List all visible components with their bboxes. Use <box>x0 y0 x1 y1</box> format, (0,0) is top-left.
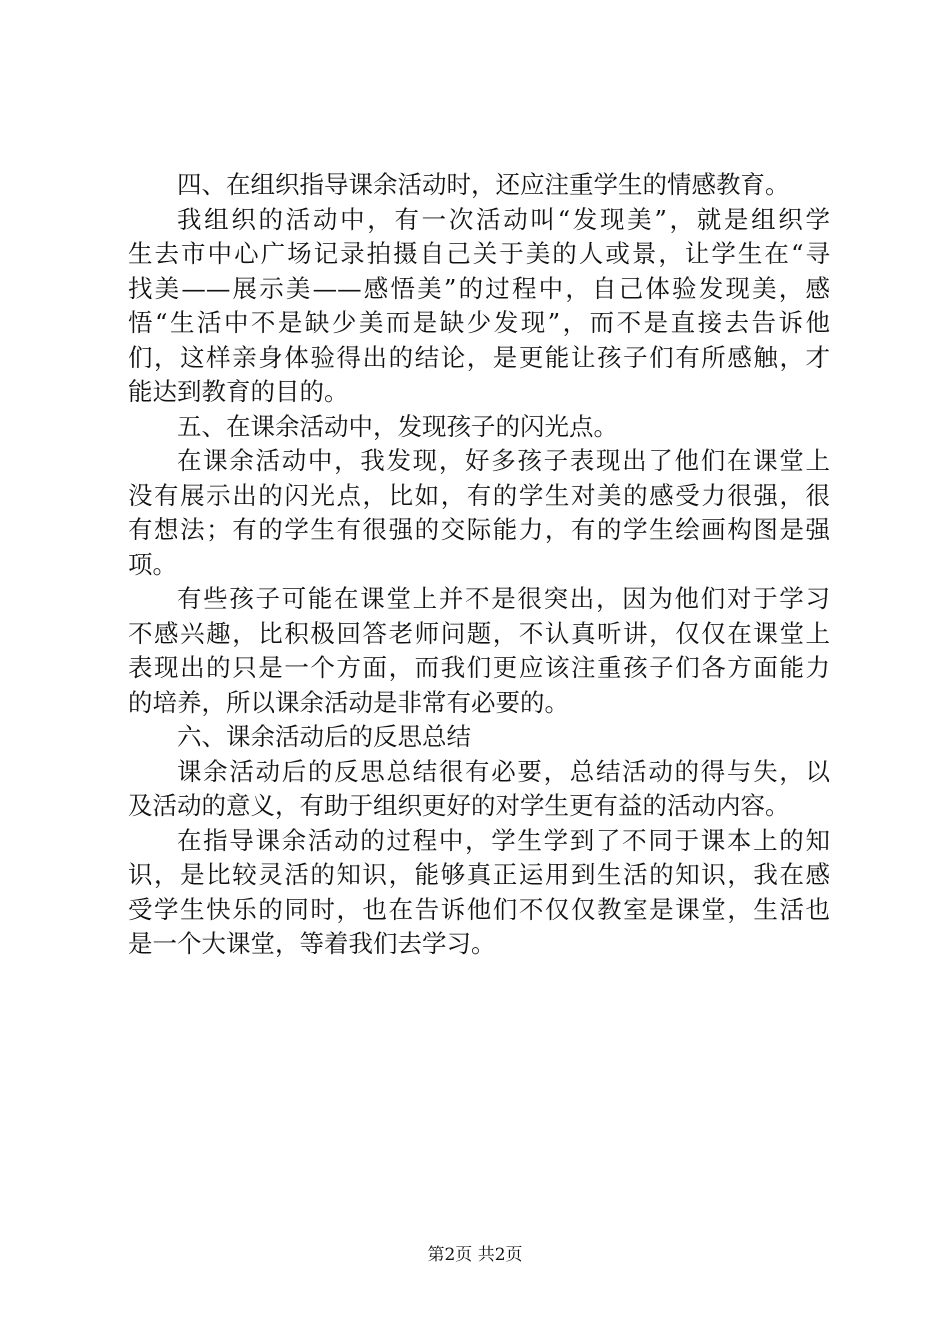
text-line: 六、课余活动后的反思总结 <box>177 722 471 751</box>
text-line: 的培养，所以课余活动是非常有必要的。 <box>128 687 569 717</box>
heading-section-four <box>128 168 830 203</box>
paragraph-conclusion <box>128 824 830 962</box>
heading-section-six <box>128 720 830 755</box>
text-line: 表现出的只是一个方面，而我们更应该注重孩子们各方面能力 <box>128 653 830 682</box>
text-line: 在课余活动中，我发现，好多孩子表现出了他们在课堂上 <box>177 446 830 475</box>
document-body <box>128 168 830 962</box>
text-line: 悟“生活中不是缺少美而是缺少发现”，而不是直接去告诉他 <box>128 308 830 337</box>
paragraph-all-round-ability <box>128 582 830 720</box>
text-line: 能达到教育的目的。 <box>128 377 349 406</box>
text-line: 我组织的活动中，有一次活动叫“发现美”，就是组织学 <box>177 204 830 234</box>
text-line: 找美——展示美——感悟美”的过程中，自己体验发现美，感 <box>128 273 830 303</box>
paragraph-bright-spots <box>128 444 830 582</box>
text-line: 在指导课余活动的过程中，学生学到了不同于课本上的知 <box>177 825 830 855</box>
text-line: 没有展示出的闪光点，比如，有的学生对美的感受力很强，很 <box>128 480 830 510</box>
heading-section-five <box>128 410 830 445</box>
text-line: 识，是比较灵活的知识，能够真正运用到生活的知识，我在感 <box>128 860 830 889</box>
text-line: 四、在组织指导课余活动时，还应注重学生的情感教育。 <box>177 170 790 199</box>
text-line: 生去市中心广场记录拍摄自己关于美的人或景，让学生在“寻 <box>128 239 830 268</box>
text-line: 课余活动后的反思总结很有必要，总结活动的得与失，以 <box>177 756 830 786</box>
text-line: 是一个大课堂，等着我们去学习。 <box>128 929 496 958</box>
text-line: 受学生快乐的同时，也在告诉他们不仅仅教室是课堂，生活也 <box>128 894 830 924</box>
text-line: 有些孩子可能在课堂上并不是很突出，因为他们对于学习 <box>177 584 830 613</box>
text-line: 们，这样亲身体验得出的结论，是更能让孩子们有所感触，才 <box>128 342 830 372</box>
text-line: 及活动的意义，有助于组织更好的对学生更有益的活动内容。 <box>128 791 790 820</box>
text-line: 不感兴趣，比积极回答老师问题，不认真听讲，仅仅在课堂上 <box>128 618 830 648</box>
text-line: 有想法；有的学生有很强的交际能力，有的学生绘画构图是强 <box>128 515 830 544</box>
paragraph-reflection <box>128 755 830 824</box>
page-number-footer: 第2页 共2页 <box>427 1245 523 1265</box>
paragraph-discover-beauty <box>128 203 830 410</box>
text-line: 项。 <box>128 549 177 579</box>
text-line: 五、在课余活动中，发现孩子的闪光点。 <box>177 411 618 441</box>
